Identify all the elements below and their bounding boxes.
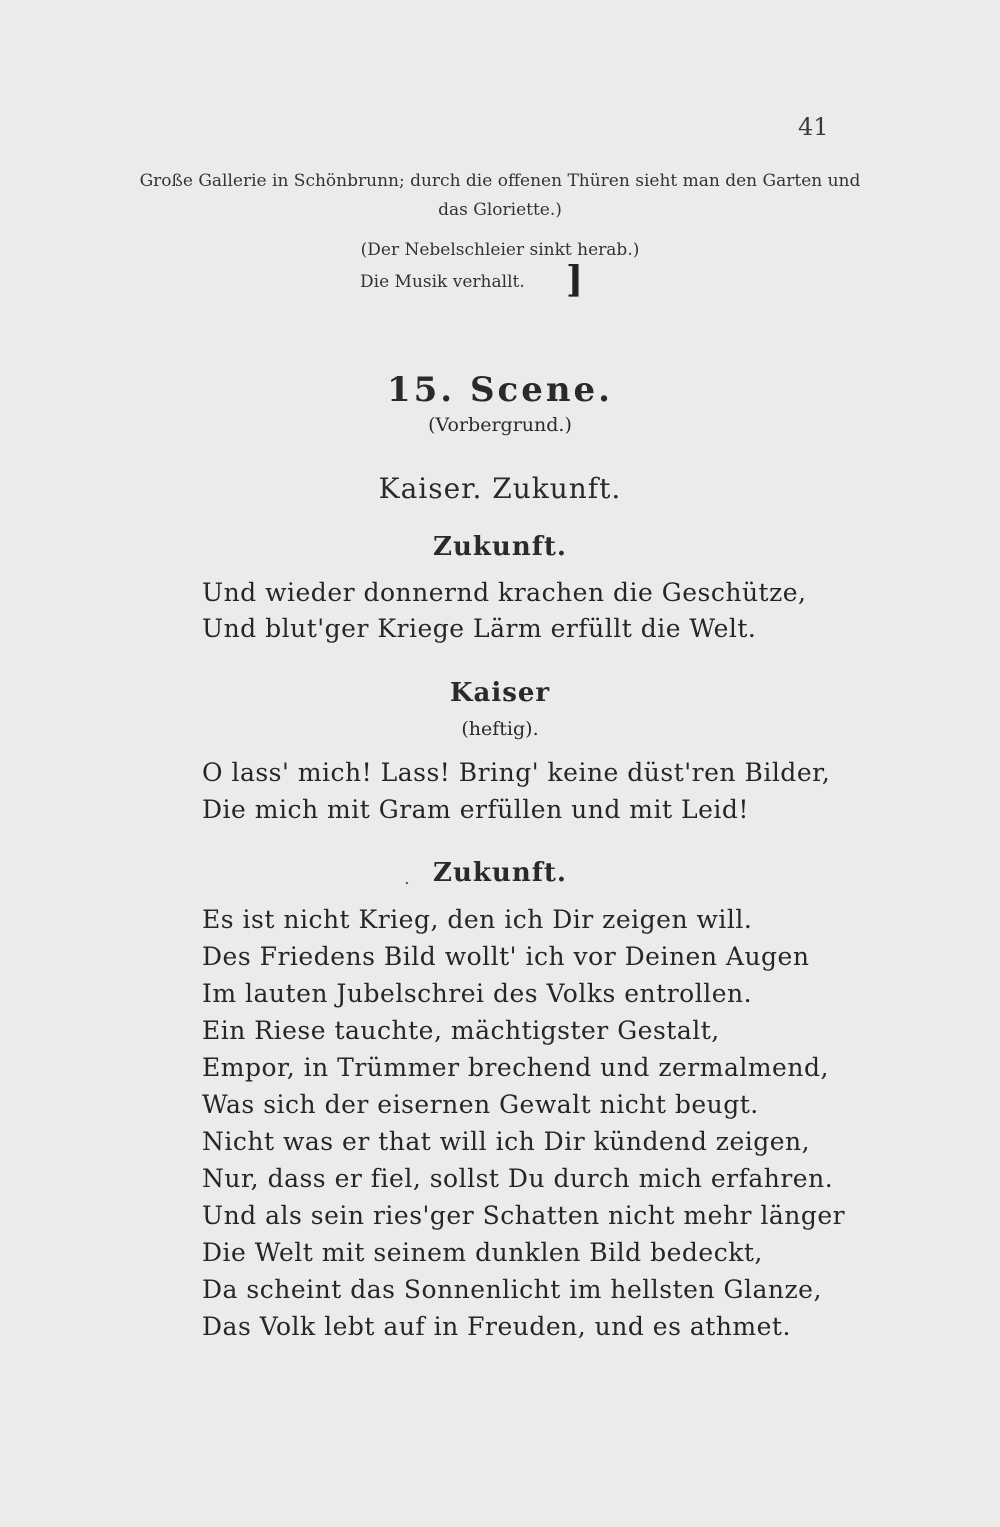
stage-direction: Die Musik verhallt.: [360, 272, 525, 292]
speaker-name: Zukunft.: [433, 532, 567, 562]
verse-line: Es ist nicht Krieg, den ich Dir zeigen will.: [202, 905, 753, 934]
scene-setting: (Vorbergrund.): [428, 414, 572, 436]
stage-direction: das Gloriette.): [438, 200, 562, 220]
verse-line: Und blut'ger Kriege Lärm erfüllt die Welt.: [202, 614, 757, 643]
scene-characters: Kaiser. Zukunft.: [378, 472, 622, 505]
speaker-name: Kaiser: [449, 678, 551, 708]
stage-direction: Große Gallerie in Schönbrunn; durch die offenen Thüren sieht man den Garten und: [139, 171, 861, 191]
verse-line: Des Friedens Bild wollt' ich vor Deinen Augen: [202, 942, 810, 971]
verse-line: Was sich der eisernen Gewalt nicht beugt.: [202, 1090, 759, 1119]
verse-line: Nur, dass er fiel, sollst Du durch mich erfahren.: [202, 1164, 834, 1193]
speaker-name: Zukunft.: [433, 858, 567, 888]
stage-direction: (Der Nebelschleier sinkt herab.): [360, 240, 640, 260]
verse-line: Und wieder donnernd krachen die Geschütze,: [202, 578, 807, 607]
speaker-direction: (heftig).: [461, 718, 539, 740]
closing-bracket: ]: [566, 259, 584, 301]
verse-line: O lass' mich! Lass! Bring' keine düst'ren Bilder,: [202, 758, 831, 787]
scene-heading: 15. Scene.: [386, 370, 614, 410]
page-number: 41: [798, 113, 829, 141]
verse-line: Empor, in Trümmer brechend und zermalmend,: [202, 1053, 829, 1082]
verse-line: Im lauten Jubelschrei des Volks entrollen.: [202, 979, 753, 1008]
verse-line: Nicht was er that will ich Dir kündend zeigen,: [202, 1127, 811, 1156]
stray-mark: .: [404, 868, 410, 889]
verse-line: Und als sein ries'ger Schatten nicht mehr länger: [202, 1201, 846, 1230]
verse-line: Ein Riese tauchte, mächtigster Gestalt,: [202, 1016, 720, 1045]
verse-line: Da scheint das Sonnenlicht im hellsten Glanze,: [202, 1275, 822, 1304]
verse-line: Die mich mit Gram erfüllen und mit Leid!: [202, 795, 749, 824]
verse-line: Das Volk lebt auf in Freuden, und es athmet.: [202, 1312, 791, 1341]
verse-line: Die Welt mit seinem dunklen Bild bedeckt,: [202, 1238, 763, 1267]
